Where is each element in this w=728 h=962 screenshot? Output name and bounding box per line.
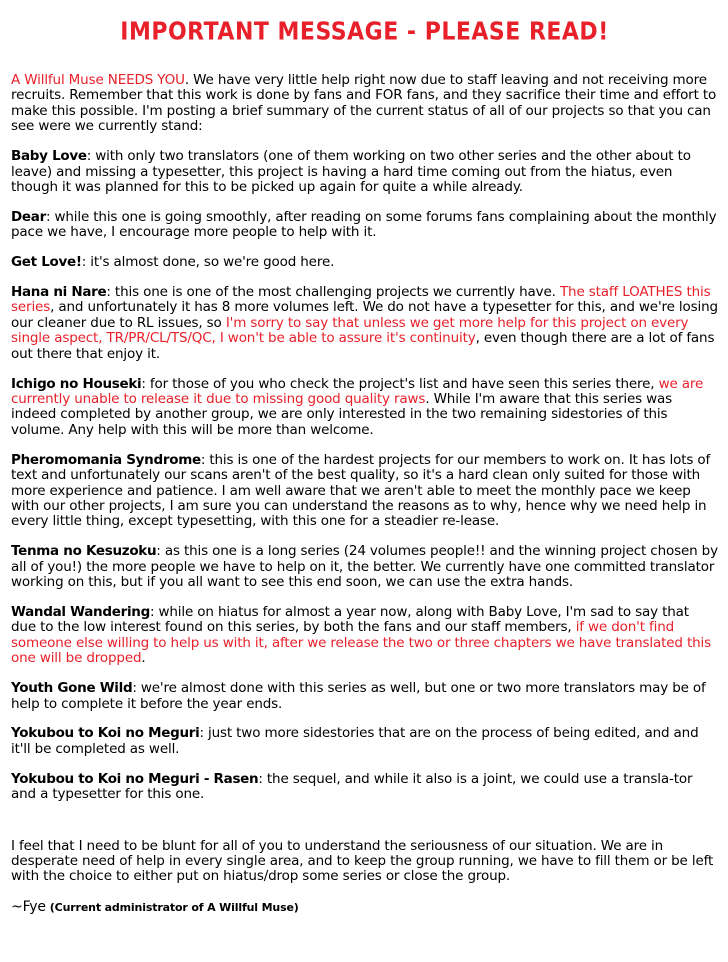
signature xyxy=(11,899,718,916)
project-youth-gone-wild xyxy=(11,681,718,712)
project-status: : it's almost done, so we're good here. xyxy=(81,254,335,271)
project-status-cont: , even though there are a lot of fans out there that enjoy it. xyxy=(11,330,715,362)
project-ichigo-no-houseki xyxy=(11,377,718,439)
project-get-love xyxy=(11,255,718,270)
project-name: Yokubou to Koi no Meguri xyxy=(11,725,200,742)
project-name: Ichigo no Houseki xyxy=(11,375,142,392)
project-yokubou-rasen xyxy=(11,772,718,803)
project-name: Dear xyxy=(11,208,46,225)
project-name: Hana ni Nare xyxy=(11,284,107,301)
project-status: : for those of you who check the project's list and have seen this series there, xyxy=(141,375,659,392)
message-body xyxy=(11,73,718,916)
project-wandal-wandering xyxy=(11,605,718,667)
closing-paragraph: I feel that I need to be blunt for all of you to understand the seriousness of our situation. We are in desperate need of help in every single area, and to keep the group running, we have to fill them or be left with the choice to either put on hiatus/drop some series or close the group. xyxy=(11,837,714,885)
project-status: : just two more sidestories that are on the process of being edited, and and it'll be completed as well. xyxy=(11,725,699,757)
project-name: Get Love! xyxy=(11,254,82,271)
project-name: Baby Love xyxy=(11,148,87,165)
intro-paragraph xyxy=(11,73,718,135)
project-status: : as this one is a long series (24 volumes people!! and the winning project chosen by all of you!) the more people we have to help on it, the better. We currently have one committed translator working on this, but if you all want to see this end soon, we can use the extra hands. xyxy=(11,543,718,591)
project-yokubou-to-koi-no-meguri xyxy=(11,726,718,757)
project-status-cont: . While I'm aware that this series was indeed completed by another group, we are only interested in the two remaining sidestories of this volume. Any help with this will be more than welcome. xyxy=(11,391,673,438)
project-hana-ni-nare xyxy=(11,285,718,362)
project-name: Tenma no Kesuzoku xyxy=(11,543,157,560)
signature-role: (Current administrator of A Willful Muse) xyxy=(49,901,299,915)
project-pheromomania-syndrome xyxy=(11,453,718,530)
project-warning: if we don't find someone else willing to help us with it, after we release the two or three chapters we have translated this one will be dropped xyxy=(11,619,712,667)
project-tenma-no-kesuzoku xyxy=(11,544,718,590)
project-status: : with only two translators (one of them working on two other series and the other about to leave) and missing a typesetter, this project is having a hard time coming out from the hiatus, even though it was planned for this to be picked up again for quite a while already. xyxy=(11,148,691,195)
project-status: : this is one of the hardest projects for our members to work on. It has lots of text and unfortunately our scans aren't of the best quality, so it's a hard clean only suited for those with more experience and patience. I am well aware that we aren't able to meet the monthly pace we keep with our other projects, I am sure you can understand the reasons as to why, hence why we need help in every little thing, except typesetting, with this one for a steadier re-lease. xyxy=(11,451,711,530)
signature-name: ~Fye xyxy=(11,899,46,916)
project-name: Wandal Wandering xyxy=(11,603,150,620)
project-warning: I'm sorry to say that unless we get more help for this project on every single aspect, TR/PR/CL/TS/QC, I won't be able to assure it's continuity xyxy=(11,314,689,347)
intro-lead: A Willful Muse NEEDS YOU xyxy=(11,72,185,88)
project-warning: we are currently unable to release it due to missing good quality raws xyxy=(11,375,704,407)
project-status-cont: . xyxy=(141,650,146,667)
page-title: IMPORTANT MESSAGE - PLEASE READ! xyxy=(120,18,609,47)
project-baby-love xyxy=(11,149,718,195)
project-status: : we're almost done with this series as well, but one or two more translators may be of help to complete it before the year ends. xyxy=(11,680,706,712)
project-warning: The staff LOATHES this series xyxy=(11,284,711,316)
project-status: : this one is one of the most challenging projects we currently have. xyxy=(106,284,560,301)
project-name: Yokubou to Koi no Meguri - Rasen xyxy=(11,770,259,787)
project-status: : while on hiatus for almost a year now, along with Baby Love, I'm sad to say that due to the low interest found on this series, by both the fans and our staff members, xyxy=(11,603,689,636)
project-name: Pheromomania Syndrome xyxy=(11,451,201,468)
project-name: Youth Gone Wild xyxy=(11,680,133,697)
intro-text: . We have very little help right now due to staff leaving and not receiving more recruits. Remember that this work is done by fans and FOR fans, and they sacrifice their time and effort to make this possible. I'm posting a brief summary of the current status of all of our projects so that you can see were we currently stand: xyxy=(11,72,717,135)
project-status-cont: , and unfortunately it has 8 more volumes left. We do not have a typesetter for this, and we're losing our cleaner due to RL issues, so xyxy=(11,299,718,331)
project-status: : while this one is going smoothly, after reading on some forums fans complaining about the monthly pace we have, I encourage more people to help with it. xyxy=(11,208,717,241)
project-status: : the sequel, and while it also is a joint, we could use a transla-tor and a typesetter for this one. xyxy=(11,770,693,803)
project-dear xyxy=(11,210,718,241)
